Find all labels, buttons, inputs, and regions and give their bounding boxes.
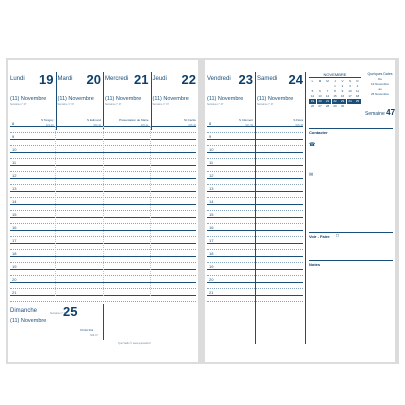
day-name: Samedi xyxy=(257,76,278,82)
day-month: (11) Novembre xyxy=(10,96,47,102)
right-page xyxy=(205,60,395,362)
week-label: Semaine xyxy=(365,111,385,117)
calendar-cell[interactable] xyxy=(354,104,361,109)
day-number: 19 xyxy=(39,72,54,87)
sunday-date: 329-37 xyxy=(90,334,98,337)
hour-label: 18 xyxy=(209,251,214,256)
week-small: Semaine n° 47 xyxy=(152,103,169,106)
side-note-line: Du xyxy=(378,77,382,81)
hour-label: 13 xyxy=(209,186,214,191)
side-note xyxy=(365,72,395,97)
day-number: 24 xyxy=(288,72,303,87)
saint-name: St Cécile xyxy=(183,118,196,122)
calendar-cell[interactable]: 12 xyxy=(310,94,315,99)
hour-label: 18 xyxy=(12,251,17,256)
calendar-cell[interactable]: 8 xyxy=(334,89,336,94)
day-month: (11) Novembre xyxy=(152,96,189,102)
day-grid-divider xyxy=(255,72,256,344)
hour-label: 11 xyxy=(12,160,17,165)
hour-label: 20 xyxy=(209,277,214,282)
envelope-icon: ✉ xyxy=(309,172,314,178)
calendar-cell[interactable]: 28 xyxy=(325,104,330,109)
calendar-cell[interactable]: 25 xyxy=(355,99,360,104)
calendar-cell[interactable] xyxy=(324,84,331,89)
side-note-line: 19 Novembre xyxy=(370,82,389,86)
calendar-cell[interactable]: 23 xyxy=(340,99,345,104)
saint-name: S Tanguy xyxy=(41,118,54,122)
calendar-title: NOVEMBRE xyxy=(309,72,361,78)
hour-label: 17 xyxy=(209,238,214,243)
calendar-cell[interactable]: 6 xyxy=(319,89,321,94)
notes-heading: Notes xyxy=(309,262,321,267)
calendar-cell[interactable]: 1 xyxy=(334,84,336,89)
hour-label: 8 xyxy=(12,121,15,126)
day-column-jeudi[interactable] xyxy=(151,72,199,134)
calendar-cell[interactable]: 19 xyxy=(310,99,315,104)
calendar-cell[interactable]: 30 xyxy=(340,104,345,109)
hour-label: 12 xyxy=(12,173,17,178)
contact-heading: Contacter xyxy=(309,130,328,135)
day-grid-divider xyxy=(305,72,306,344)
hour-label: 10 xyxy=(12,147,17,152)
hour-label: 16 xyxy=(209,225,214,230)
day-month: (11) Novembre xyxy=(207,96,244,102)
hour-label: 20 xyxy=(12,277,17,282)
day-name: Lundi xyxy=(10,76,25,82)
day-column-vendredi[interactable] xyxy=(205,72,255,134)
footer-credit: Quo Vadis © www.quovadis.fr xyxy=(118,342,151,345)
calendar-cell[interactable]: M xyxy=(326,79,329,83)
week-badge xyxy=(365,108,395,117)
day-number: 22 xyxy=(181,72,196,87)
half-hour-line xyxy=(10,301,196,302)
calendar-cell[interactable]: 11 xyxy=(355,89,360,94)
calendar-cell[interactable]: 4 xyxy=(356,84,359,89)
day-number: 21 xyxy=(134,72,149,87)
saint-name: S Edmond xyxy=(86,118,101,122)
day-divider xyxy=(56,72,57,130)
week-small: Semaine n° 47 xyxy=(257,103,274,106)
day-month: (11) Novembre xyxy=(57,96,94,102)
calendar-cell[interactable] xyxy=(309,84,316,89)
week-small: Semaine n° 47 xyxy=(207,103,224,106)
calendar-cell[interactable]: 16 xyxy=(340,94,345,99)
hour-label: 21 xyxy=(12,290,17,295)
week-small: Semaine n° 47 xyxy=(10,103,27,106)
hour-label: 14 xyxy=(209,199,214,204)
day-name: Dimanche xyxy=(10,308,38,314)
hour-label: 10 xyxy=(209,147,214,152)
hour-label: 19 xyxy=(209,264,214,269)
calendar-cell[interactable]: 10 xyxy=(348,89,352,94)
day-month: (11) Novembre xyxy=(105,96,142,102)
calendar-cell[interactable]: 22 xyxy=(333,99,337,104)
calendar-cell[interactable]: 5 xyxy=(311,89,314,94)
calendar-cell[interactable] xyxy=(347,104,354,109)
note-icon: □ xyxy=(336,233,340,239)
day-divider xyxy=(151,72,152,130)
hour-label: 13 xyxy=(12,186,17,191)
contact-divider xyxy=(309,128,393,129)
day-divider xyxy=(103,72,104,130)
calendar-cell[interactable]: 2 xyxy=(341,84,344,89)
hour-label: 17 xyxy=(12,238,17,243)
calendar-cell[interactable]: D xyxy=(356,79,359,83)
calendar-cell[interactable]: 20 xyxy=(318,99,322,104)
calendar-cell[interactable]: 13 xyxy=(318,94,322,99)
calendar-cell[interactable]: S xyxy=(348,79,351,83)
calendar-cell[interactable]: 17 xyxy=(348,94,352,99)
day-name: Mercredi xyxy=(105,76,129,82)
calendar-cell[interactable]: M xyxy=(318,79,322,83)
hour-label: 15 xyxy=(12,212,17,217)
calendar-cell[interactable]: J xyxy=(334,79,336,83)
day-number: 25 xyxy=(63,304,78,319)
day-column-samedi[interactable] xyxy=(255,72,305,134)
day-month: (11) Novembre xyxy=(10,318,47,324)
calendar-cell[interactable]: L xyxy=(311,79,314,83)
hour-label: 14 xyxy=(12,199,17,204)
sunday-saint: Christ Roi xyxy=(80,328,94,332)
voir-heading: Voir - Faire xyxy=(309,234,330,239)
calendar-cell[interactable]: V xyxy=(341,79,344,83)
day-month: (11) Novembre xyxy=(257,96,294,102)
day-grid-divider xyxy=(150,126,151,296)
left-page xyxy=(8,60,198,362)
phone-icon: ☎ xyxy=(309,142,316,148)
hour-label: 8 xyxy=(209,121,212,126)
side-note-line: au xyxy=(378,87,382,91)
day-column-mercredi[interactable] xyxy=(103,72,151,134)
mini-calendar xyxy=(309,72,361,122)
hour-label: 12 xyxy=(209,173,214,178)
week-small: Semaine n° 47 xyxy=(50,312,67,315)
day-name: Vendredi xyxy=(207,76,231,82)
calendar-cell[interactable]: 7 xyxy=(326,89,329,94)
calendar-cell[interactable]: 27 xyxy=(318,104,322,109)
calendar-cell[interactable] xyxy=(317,84,324,89)
calendar-cell[interactable]: 24 xyxy=(348,99,352,104)
hour-label: 9 xyxy=(12,134,15,139)
day-name: Jeudi xyxy=(152,76,167,82)
hour-label: 21 xyxy=(209,290,214,295)
side-note-line: 25 Novembre xyxy=(370,92,389,96)
week-small: Semaine n° 47 xyxy=(57,103,74,106)
sunday-divider xyxy=(103,304,104,340)
notes-divider xyxy=(309,260,393,261)
saint-name: S Flora xyxy=(293,118,303,122)
hour-label: 16 xyxy=(12,225,17,230)
calendar-cell[interactable]: 3 xyxy=(349,84,351,89)
voir-divider xyxy=(309,232,393,233)
day-column-mardi[interactable] xyxy=(56,72,104,134)
calendar-cell[interactable]: 26 xyxy=(310,104,315,109)
calendar-grid xyxy=(309,79,361,109)
day-grid-divider xyxy=(103,126,104,296)
calendar-cell[interactable]: 14 xyxy=(325,94,330,99)
week-number: 47 xyxy=(386,108,396,117)
hour-label: 19 xyxy=(12,264,17,269)
week-small: Semaine n° 47 xyxy=(105,103,122,106)
calendar-cell[interactable]: 15 xyxy=(333,94,337,99)
hour-label: 11 xyxy=(209,160,214,165)
calendar-cell[interactable]: 9 xyxy=(341,89,344,94)
hour-label: 15 xyxy=(209,212,214,217)
day-column-sunday[interactable] xyxy=(8,304,103,344)
hour-label: 9 xyxy=(209,134,212,139)
calendar-cell[interactable]: 21 xyxy=(325,99,330,104)
day-grid-divider xyxy=(55,126,56,296)
day-number: 20 xyxy=(86,72,101,87)
day-column-lundi[interactable] xyxy=(8,72,56,134)
calendar-cell[interactable]: 18 xyxy=(355,94,360,99)
day-number: 23 xyxy=(238,72,253,87)
day-name: Mardi xyxy=(57,76,73,82)
saint-name: S Clément xyxy=(238,118,253,122)
side-note-line: Quelques Dates xyxy=(367,72,393,76)
saint-name: Présentation de Marie xyxy=(119,118,149,122)
calendar-cell[interactable]: 29 xyxy=(333,104,337,109)
